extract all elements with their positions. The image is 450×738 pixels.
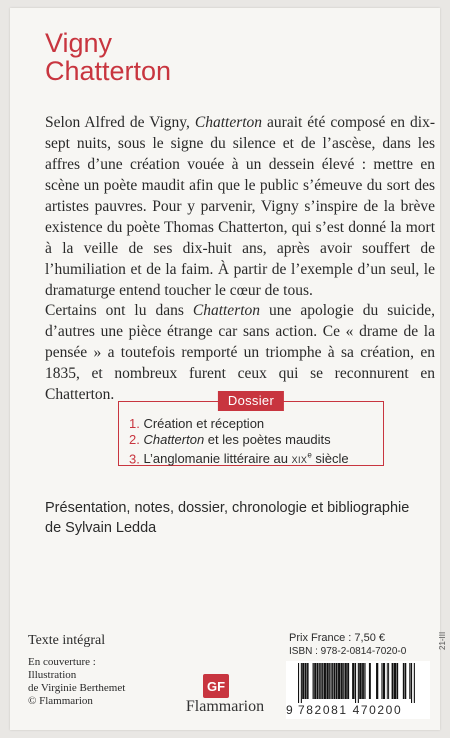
barcode-bar — [320, 663, 321, 699]
barcode-bar — [305, 663, 307, 699]
dossier-text-run: et les poètes maudits — [204, 432, 331, 447]
barcode-bar — [336, 663, 338, 699]
cover-credit-line: Illustration — [28, 669, 77, 681]
barcode-bar — [381, 663, 382, 699]
barcode-bar — [341, 663, 343, 699]
credits-line-1: Présentation, notes, dossier, chronologie et bibliographie — [45, 500, 410, 516]
barcode-bar — [322, 663, 323, 699]
barcode-bar — [343, 663, 344, 699]
dossier-text-run: Création et réception — [143, 416, 265, 431]
barcode-bar — [345, 663, 347, 699]
barcode-bar — [409, 663, 410, 699]
dossier-text-run: XIX — [291, 455, 308, 466]
dossier-box — [118, 393, 384, 467]
book-title: Chatterton — [45, 56, 172, 86]
gf-logo-icon — [203, 674, 229, 698]
barcode-bar — [319, 663, 320, 699]
barcode-bar — [338, 663, 341, 699]
barcode-bar — [302, 663, 304, 699]
barcode-bar — [387, 663, 388, 699]
barcode-bar — [331, 663, 332, 699]
barcode-bar — [405, 663, 407, 699]
text-run: une apologie du suicide, d’autres une pièce étrange car sans action. Ce « drame de la pensée » a toutefois remporté un triomphe à sa création, en 1835, et nombreux furent ceux qui se reconnurent en Chatterton. — [45, 302, 435, 403]
spine-code: 21-III — [438, 631, 447, 650]
barcode-bar — [301, 663, 302, 703]
barcode-bar — [352, 663, 354, 699]
dossier-item-number: 1. — [129, 416, 140, 431]
barcode-bar — [411, 663, 412, 703]
barcode-bar — [324, 663, 326, 699]
dossier-text-run: L’anglomanie littéraire au — [143, 451, 292, 467]
barcode-bar — [332, 663, 333, 699]
text-run: Selon Alfred de Vigny, — [45, 114, 195, 131]
dossier-item — [129, 432, 349, 448]
barcode-bar — [329, 663, 330, 699]
barcode-bar — [314, 663, 316, 699]
dossier-item — [129, 416, 349, 432]
dossier-item-label — [143, 416, 264, 431]
text-run: aurait été composé en dix-sept nuits, sous le signe du silence et de l’ascèse, dans les affres d’une création vouée à un dessein élevé : mettre en scène un poète maudit afin que le public s’émeuve du sort des artistes pauvres. Pour y parvenir, Vigny s’inspire de la brève existence du poète Thomas Chatterton, qui s’est donné la mort à la veille de ses dix-huit ans, après avoir souffert de l’humiliation et de la faim. À partir de l’exemple d’un seul, le dramaturge entend toucher le cœur de tous. — [45, 114, 435, 299]
credits-line-2: de Sylvain Ledda — [45, 520, 157, 536]
price-label: Prix France : 7,50 € — [289, 632, 385, 644]
barcode-bar — [396, 663, 398, 699]
credits — [45, 498, 435, 538]
barcode-bar — [383, 663, 385, 699]
dossier-text-run: Chatterton — [143, 432, 205, 447]
publisher-name: Flammarion — [185, 698, 265, 715]
barcode-bar — [364, 663, 365, 699]
barcode-bar — [359, 663, 362, 699]
isbn-label: ISBN : 978-2-0814-7020-0 — [289, 646, 407, 657]
barcode-bar — [394, 663, 396, 699]
barcode-bar — [334, 663, 335, 699]
dossier-item-number: 2. — [129, 432, 140, 447]
barcode-bar — [403, 663, 404, 699]
dossier-item — [129, 448, 349, 468]
dossier-label: Dossier — [218, 391, 284, 411]
cover-credit-line: de Virginie Berthemet — [28, 682, 126, 694]
barcode-bar — [307, 663, 309, 699]
barcode-bar — [369, 663, 371, 699]
italic-title-run: Chatterton — [192, 302, 261, 319]
barcode-bar — [362, 663, 364, 699]
author-name: Vigny — [45, 28, 113, 58]
dossier-text-run: siècle — [311, 451, 349, 467]
cover-credit-line: © Flammarion — [28, 695, 93, 707]
barcode-bar — [347, 663, 349, 699]
dossier-item-label — [143, 432, 330, 447]
barcode-lead-digit: 9 — [286, 703, 293, 717]
blurb-paragraph-2 — [45, 300, 435, 405]
barcode-bar — [388, 663, 389, 699]
back-cover — [10, 8, 440, 730]
barcode-bar — [317, 663, 318, 699]
barcode-bars — [298, 663, 418, 703]
blurb-paragraph-1 — [45, 112, 435, 301]
dossier-item-label — [143, 451, 348, 466]
gf-logo-text: GF — [206, 679, 226, 694]
dossier-list — [129, 416, 349, 468]
dossier-item-number: 3. — [129, 451, 140, 467]
barcode-bar — [298, 663, 299, 703]
cover-credit-line: En couverture : — [28, 656, 96, 668]
barcode-digits: 782081 470200 — [298, 703, 403, 717]
barcode-bar — [313, 663, 314, 699]
dossier-text-run: e — [307, 451, 312, 460]
text-run: Certains ont lu dans — [45, 302, 193, 319]
italic-title-run: Chatterton — [194, 114, 263, 131]
barcode-bar — [355, 663, 356, 703]
barcode-bar — [392, 663, 394, 699]
barcode-bar — [376, 663, 378, 699]
barcode-bar — [358, 663, 359, 703]
barcode-bar — [414, 663, 415, 703]
texte-integral-label: Texte intégral — [28, 633, 106, 648]
barcode-bar — [326, 663, 328, 699]
